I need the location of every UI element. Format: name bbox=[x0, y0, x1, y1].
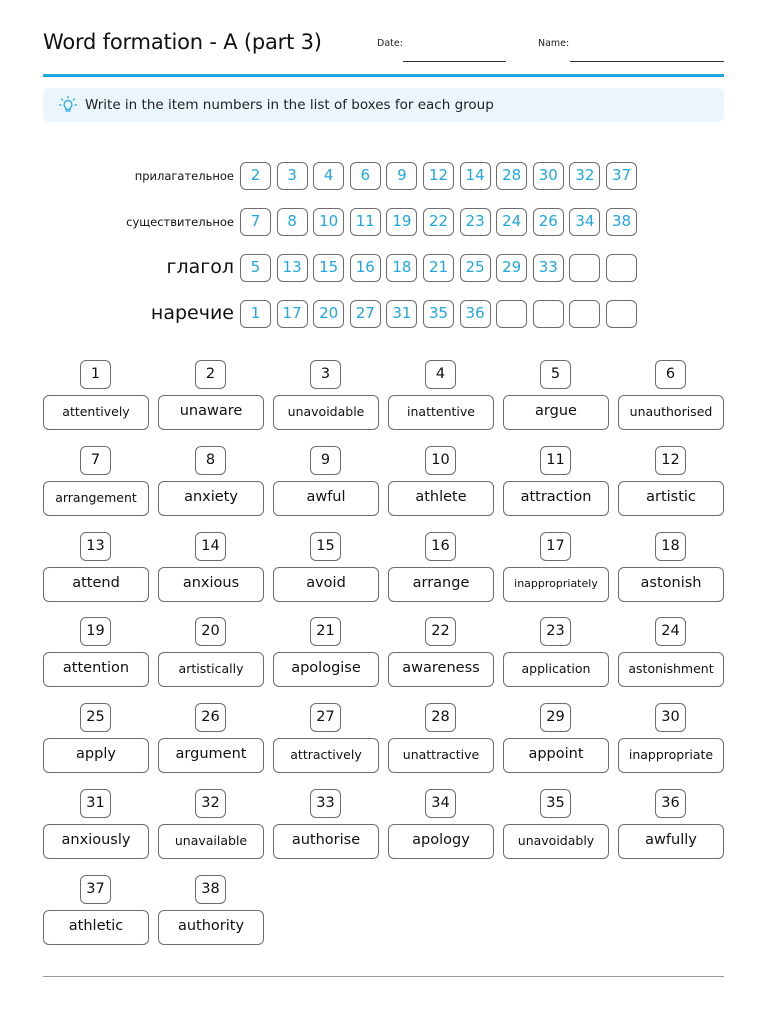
word-card[interactable]: authorise bbox=[273, 824, 379, 859]
word-card[interactable]: attraction bbox=[503, 481, 609, 516]
word-card[interactable]: arrange bbox=[388, 567, 494, 602]
answer-box[interactable]: 25 bbox=[460, 254, 491, 282]
answer-box[interactable]: 16 bbox=[350, 254, 381, 282]
word-card[interactable]: astonishment bbox=[618, 652, 724, 687]
word-card[interactable]: awfully bbox=[618, 824, 724, 859]
word-card[interactable]: awareness bbox=[388, 652, 494, 687]
name-field[interactable] bbox=[570, 61, 724, 62]
group-label: глагол bbox=[166, 256, 234, 278]
word-card[interactable]: argue bbox=[503, 395, 609, 430]
footer-divider bbox=[43, 976, 724, 977]
word-card[interactable]: unavailable bbox=[158, 824, 264, 859]
answer-box[interactable]: 1 bbox=[240, 300, 271, 328]
answer-box[interactable]: 24 bbox=[496, 208, 527, 236]
answer-box[interactable]: 5 bbox=[240, 254, 271, 282]
answer-box[interactable] bbox=[496, 300, 527, 328]
answer-box[interactable]: 31 bbox=[386, 300, 417, 328]
word-card[interactable]: appoint bbox=[503, 738, 609, 773]
answer-box[interactable]: 14 bbox=[460, 162, 491, 190]
item-number: 37 bbox=[80, 875, 111, 904]
item-number: 2 bbox=[195, 360, 226, 389]
item-number: 8 bbox=[195, 446, 226, 475]
word-card[interactable]: argument bbox=[158, 738, 264, 773]
answer-box[interactable] bbox=[606, 254, 637, 282]
date-label: Date: bbox=[377, 38, 403, 49]
word-card[interactable]: inappropriate bbox=[618, 738, 724, 773]
word-card[interactable]: anxiety bbox=[158, 481, 264, 516]
answer-box[interactable]: 10 bbox=[313, 208, 344, 236]
item-number: 19 bbox=[80, 617, 111, 646]
item-number: 34 bbox=[425, 789, 456, 818]
word-card[interactable]: artistic bbox=[618, 481, 724, 516]
answer-box[interactable]: 33 bbox=[533, 254, 564, 282]
word-card[interactable]: attractively bbox=[273, 738, 379, 773]
answer-box[interactable]: 21 bbox=[423, 254, 454, 282]
answer-box[interactable]: 11 bbox=[350, 208, 381, 236]
item-number: 25 bbox=[80, 703, 111, 732]
date-field[interactable] bbox=[403, 61, 506, 62]
item-number: 12 bbox=[655, 446, 686, 475]
answer-box[interactable]: 7 bbox=[240, 208, 271, 236]
answer-box[interactable] bbox=[569, 254, 600, 282]
answer-box[interactable] bbox=[569, 300, 600, 328]
item-number: 9 bbox=[310, 446, 341, 475]
word-card[interactable]: authority bbox=[158, 910, 264, 945]
item-number: 38 bbox=[195, 875, 226, 904]
answer-box[interactable]: 20 bbox=[313, 300, 344, 328]
word-card[interactable]: application bbox=[503, 652, 609, 687]
item-number: 18 bbox=[655, 532, 686, 561]
item-number: 7 bbox=[80, 446, 111, 475]
answer-box[interactable]: 9 bbox=[386, 162, 417, 190]
answer-box[interactable] bbox=[533, 300, 564, 328]
name-label: Name: bbox=[538, 38, 570, 49]
item-number: 4 bbox=[425, 360, 456, 389]
item-number: 5 bbox=[540, 360, 571, 389]
instruction-bar bbox=[43, 88, 724, 122]
item-number: 21 bbox=[310, 617, 341, 646]
answer-box[interactable]: 12 bbox=[423, 162, 454, 190]
word-card[interactable]: avoid bbox=[273, 567, 379, 602]
answer-box[interactable]: 19 bbox=[386, 208, 417, 236]
word-card[interactable]: unaware bbox=[158, 395, 264, 430]
header-divider bbox=[43, 74, 724, 77]
word-card[interactable]: apologise bbox=[273, 652, 379, 687]
item-number: 13 bbox=[80, 532, 111, 561]
group-label: наречие bbox=[150, 302, 234, 324]
answer-box[interactable]: 28 bbox=[496, 162, 527, 190]
answer-box[interactable]: 34 bbox=[569, 208, 600, 236]
answer-box[interactable]: 3 bbox=[277, 162, 308, 190]
answer-box[interactable]: 15 bbox=[313, 254, 344, 282]
answer-box[interactable]: 17 bbox=[277, 300, 308, 328]
word-card[interactable]: artistically bbox=[158, 652, 264, 687]
worksheet-title: Word formation - A (part 3) bbox=[43, 30, 322, 54]
word-card[interactable]: arrangement bbox=[43, 481, 149, 516]
item-number: 23 bbox=[540, 617, 571, 646]
answer-box[interactable]: 13 bbox=[277, 254, 308, 282]
word-card[interactable]: inattentive bbox=[388, 395, 494, 430]
item-number: 3 bbox=[310, 360, 341, 389]
word-card[interactable]: astonish bbox=[618, 567, 724, 602]
word-card[interactable]: unavoidable bbox=[273, 395, 379, 430]
item-number: 26 bbox=[195, 703, 226, 732]
item-number: 28 bbox=[425, 703, 456, 732]
word-card[interactable]: athletic bbox=[43, 910, 149, 945]
item-number: 24 bbox=[655, 617, 686, 646]
item-number: 10 bbox=[425, 446, 456, 475]
answer-box[interactable]: 6 bbox=[350, 162, 381, 190]
item-number: 22 bbox=[425, 617, 456, 646]
word-card[interactable]: inappropriately bbox=[503, 567, 609, 602]
word-card[interactable]: anxious bbox=[158, 567, 264, 602]
answer-box[interactable]: 4 bbox=[313, 162, 344, 190]
item-number: 1 bbox=[80, 360, 111, 389]
group-label: прилагательное bbox=[134, 169, 234, 183]
group-label: существительное bbox=[126, 215, 234, 229]
lightbulb-icon bbox=[58, 95, 78, 115]
item-number: 33 bbox=[310, 789, 341, 818]
item-number: 35 bbox=[540, 789, 571, 818]
word-card[interactable]: athlete bbox=[388, 481, 494, 516]
item-number: 36 bbox=[655, 789, 686, 818]
word-card[interactable]: apply bbox=[43, 738, 149, 773]
word-card[interactable]: unattractive bbox=[388, 738, 494, 773]
word-card[interactable]: attend bbox=[43, 567, 149, 602]
item-number: 6 bbox=[655, 360, 686, 389]
word-card[interactable]: attentively bbox=[43, 395, 149, 430]
answer-box[interactable]: 8 bbox=[277, 208, 308, 236]
word-card[interactable]: anxiously bbox=[43, 824, 149, 859]
item-number: 17 bbox=[540, 532, 571, 561]
item-number: 29 bbox=[540, 703, 571, 732]
answer-box[interactable]: 26 bbox=[533, 208, 564, 236]
answer-box[interactable]: 18 bbox=[386, 254, 417, 282]
item-number: 11 bbox=[540, 446, 571, 475]
answer-box[interactable] bbox=[606, 300, 637, 328]
answer-box[interactable]: 29 bbox=[496, 254, 527, 282]
item-number: 15 bbox=[310, 532, 341, 561]
answer-box[interactable]: 36 bbox=[460, 300, 491, 328]
item-number: 31 bbox=[80, 789, 111, 818]
instruction-text: Write in the item numbers in the list of boxes for each group bbox=[85, 97, 494, 113]
item-number: 27 bbox=[310, 703, 341, 732]
item-number: 32 bbox=[195, 789, 226, 818]
word-card[interactable]: attention bbox=[43, 652, 149, 687]
item-number: 14 bbox=[195, 532, 226, 561]
answer-box[interactable]: 2 bbox=[240, 162, 271, 190]
word-card[interactable]: unavoidably bbox=[503, 824, 609, 859]
word-card[interactable]: awful bbox=[273, 481, 379, 516]
answer-box[interactable]: 35 bbox=[423, 300, 454, 328]
word-card[interactable]: unauthorised bbox=[618, 395, 724, 430]
answer-box[interactable]: 23 bbox=[460, 208, 491, 236]
answer-box[interactable]: 30 bbox=[533, 162, 564, 190]
item-number: 16 bbox=[425, 532, 456, 561]
answer-box[interactable]: 27 bbox=[350, 300, 381, 328]
item-number: 20 bbox=[195, 617, 226, 646]
answer-box[interactable]: 22 bbox=[423, 208, 454, 236]
item-number: 30 bbox=[655, 703, 686, 732]
answer-box[interactable]: 32 bbox=[569, 162, 600, 190]
word-card[interactable]: apology bbox=[388, 824, 494, 859]
answer-box[interactable]: 38 bbox=[606, 208, 637, 236]
answer-box[interactable]: 37 bbox=[606, 162, 637, 190]
